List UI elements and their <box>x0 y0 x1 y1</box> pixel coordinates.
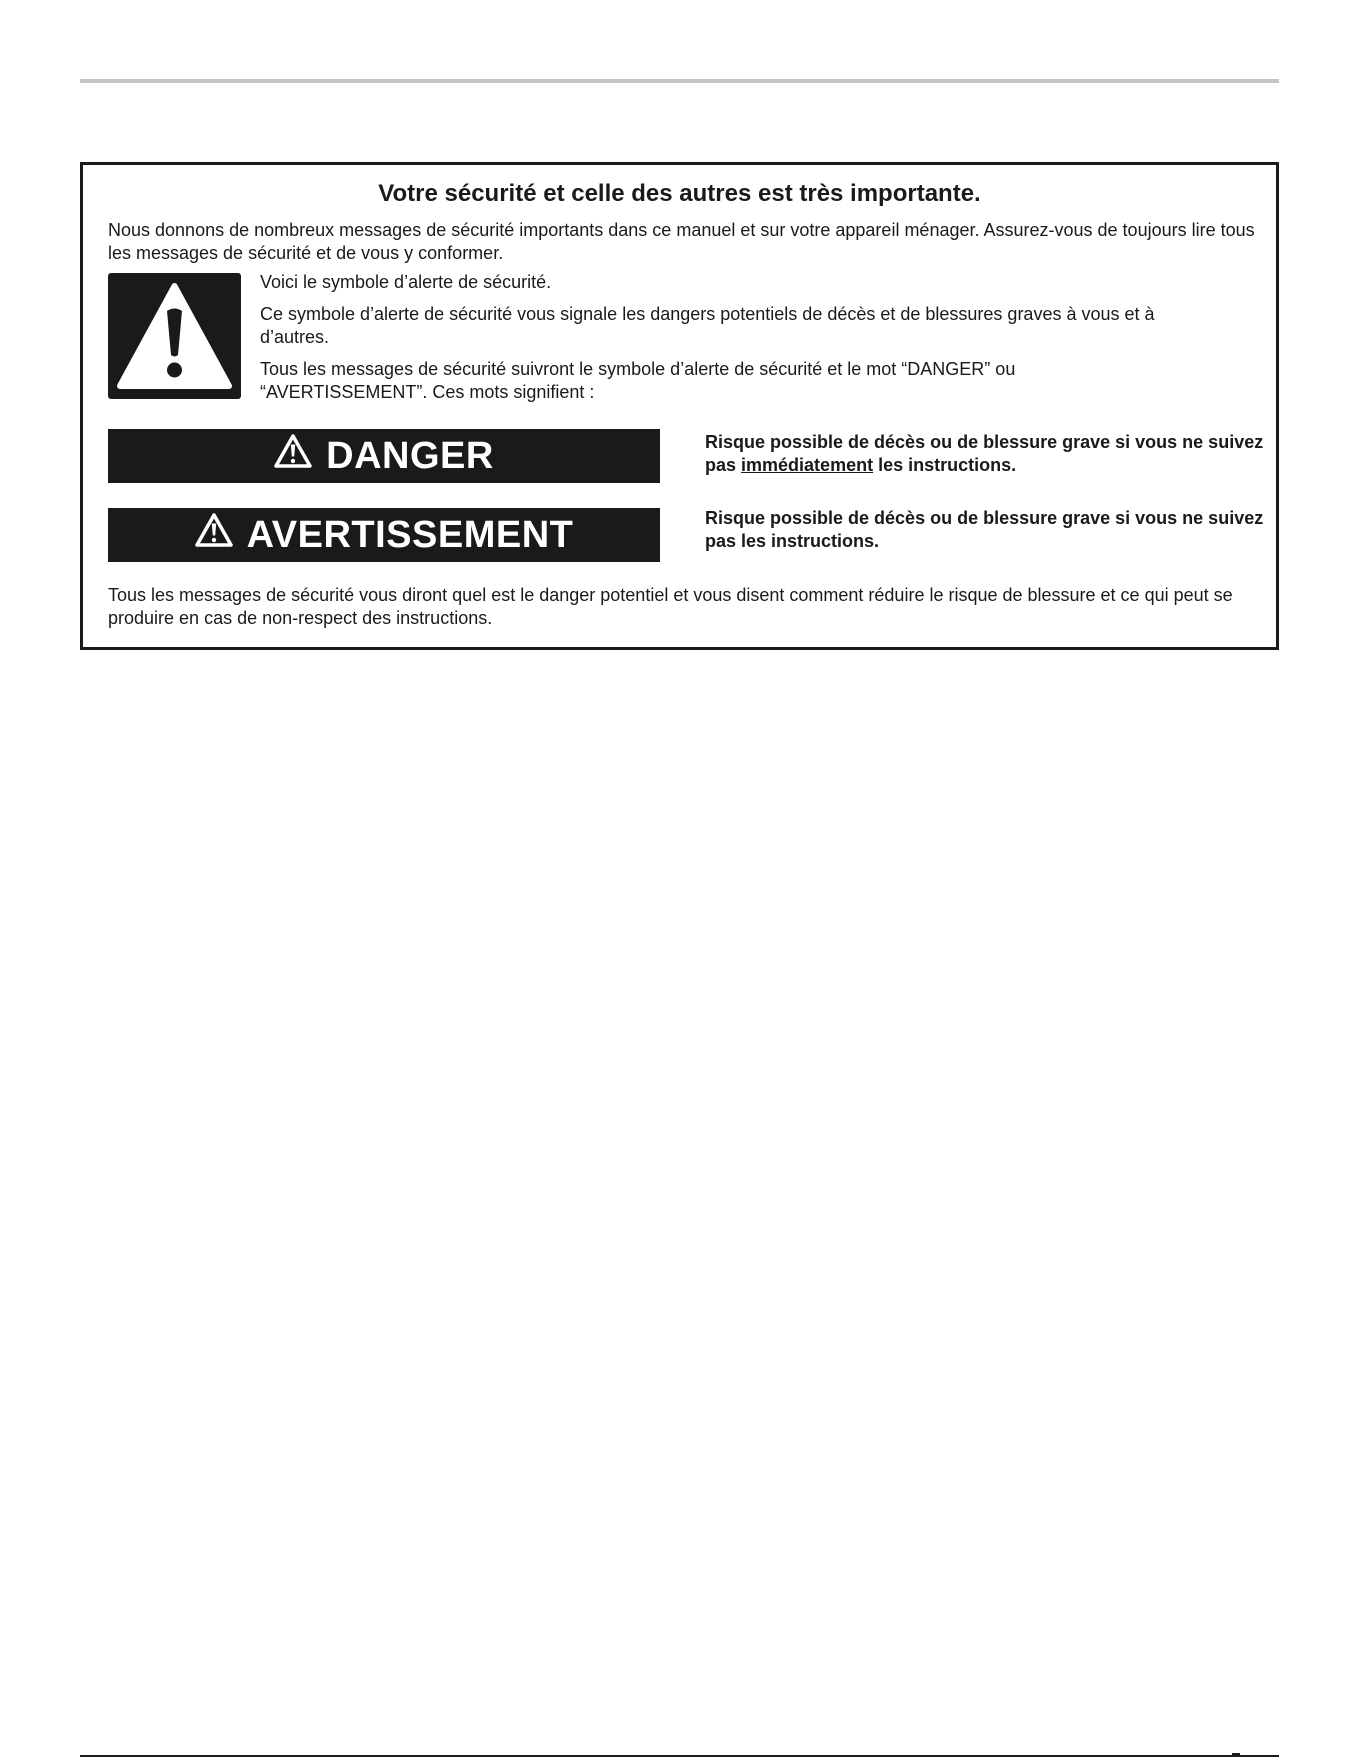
safety-notice-box <box>80 162 1279 650</box>
danger-desc-emphasis: immédiatement <box>741 455 874 475</box>
warning-signal-bar <box>108 508 660 562</box>
safety-box-title: Votre sécurité et celle des autres est très importante. <box>378 180 981 207</box>
safety-alert-triangle-icon <box>108 273 241 399</box>
symbol-explanation <box>260 271 1260 413</box>
footer-rule <box>80 1755 1279 1757</box>
closing-paragraph: Tous les messages de sécurité vous diront quel est le danger potentiel et vous disent comment réduire le risque de blessure et ce qui peut se produire en cas de non-respect des instructions. <box>108 585 1233 628</box>
warning-label: AVERTISSEMENT <box>246 513 574 556</box>
symbol-line-2: Ce symbole d’alerte de sécurité vous signale les dangers potentiels de décès et de blessures graves à vous et à d’autres. <box>260 304 1155 347</box>
warning-description: Risque possible de décès ou de blessure grave si vous ne suivez pas les instructions. <box>705 508 1264 551</box>
danger-desc-before: Risque possible de décès ou de blessure grave si vous ne suivez pas <box>705 432 1264 475</box>
warning-triangle-icon <box>274 434 312 478</box>
danger-label: DANGER <box>326 434 494 477</box>
page-corner-mark <box>1232 1753 1240 1755</box>
warning-triangle-icon <box>195 513 233 557</box>
symbol-line-3: Tous les messages de sécurité suivront le symbole d’alerte de sécurité et le mot “DANGER” ou “AVERTISSEMENT”. Ces mots signifient : <box>260 359 1016 402</box>
danger-description <box>705 431 1275 477</box>
danger-desc-after: les instructions. <box>873 455 1017 475</box>
symbol-line-1: Voici le symbole d’alerte de sécurité. <box>260 272 552 292</box>
danger-signal-bar <box>108 429 660 483</box>
header-rule <box>80 79 1279 83</box>
intro-paragraph: Nous donnons de nombreux messages de sécurité importants dans ce manuel et sur votre appareil ménager. Assurez-vous de toujours lire tous les messages de sécurité et de vous y conformer. <box>108 220 1255 263</box>
